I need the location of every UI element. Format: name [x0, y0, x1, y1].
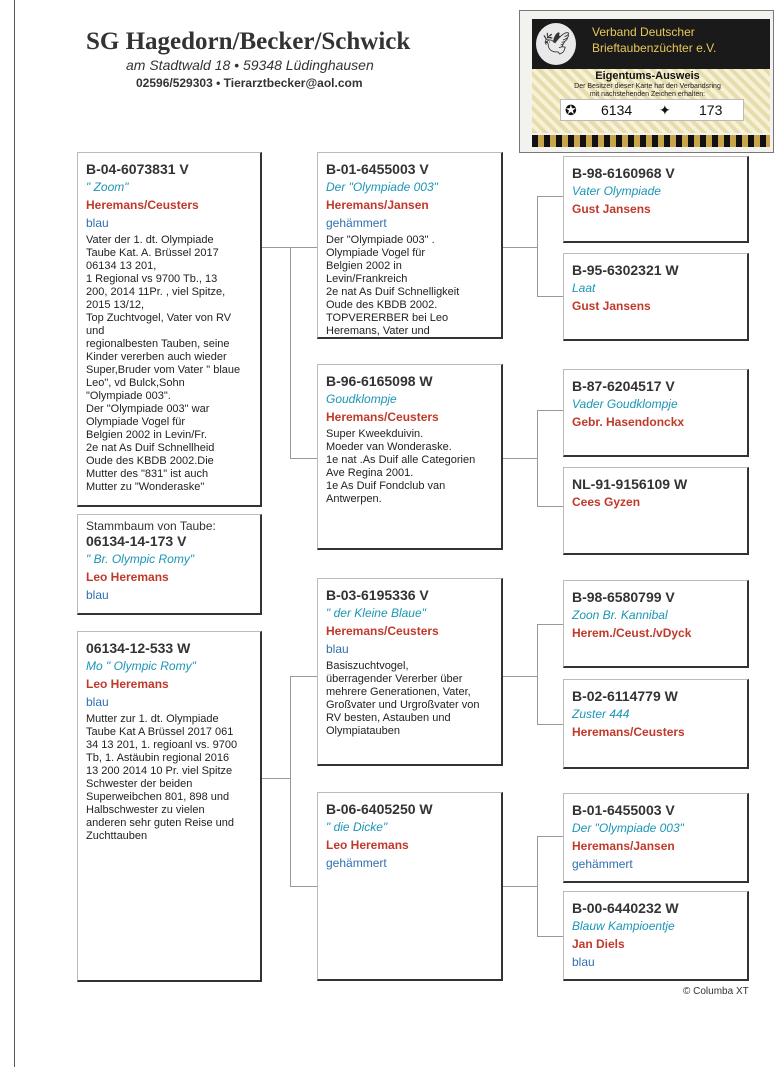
fff-name: Vater Olympiade [572, 184, 661, 198]
card-org-line2: Brieftaubenzüchter e.V. [592, 41, 717, 55]
connector-line [537, 296, 563, 297]
paternal-grandmother-box [317, 364, 503, 550]
card-org-line1: Verband Deutscher [592, 25, 695, 39]
fmf-breeder: Gebr. Hasendonckx [572, 415, 685, 429]
mf-ring: B-03-6195336 V [326, 587, 429, 603]
connector-line [290, 676, 291, 886]
father-ring: B-04-6073831 V [86, 161, 189, 177]
ring-mark-icon-2: ✦ [659, 102, 671, 118]
mother-description: Mutter zur 1. dt. Olympiade Taube Kat A Brüssel 2017 061 34 13 201, 1. regioanl vs. 9700 Tb, 1. Astäubin regional 2016 13 200 2014 10 Pr. viel Spitze Schwester der beiden Superweibchen 801, 898 und Halbschwester zu vielen anderen sehr guten Reise und Zuchttauben [86, 713, 238, 842]
connector-line [503, 247, 537, 248]
ffm-ring: B-95-6302321 W [572, 262, 679, 278]
mm-ring: B-06-6405250 W [326, 801, 433, 817]
ff-breeder: Heremans/Jansen [326, 198, 429, 212]
mm-color: gehämmert [326, 856, 387, 870]
connector-line [537, 506, 563, 507]
ff-name: Der "Olympiade 003" [326, 180, 438, 194]
mff-name: Zoon Br. Kannibal [572, 608, 668, 622]
fm-mother-box [563, 467, 749, 555]
mm-father-box [563, 793, 749, 883]
maternal-grandmother-box [317, 792, 503, 981]
mmf-ring: B-01-6455003 V [572, 802, 675, 818]
card-ring-number: 173 [699, 102, 723, 118]
fm-father-box [563, 369, 749, 457]
mf-description: Basiszuchtvogel, überragender Vererber über mehrere Generationen, Vater, Großvater und Urgroßvater von RV besten, Astauben und Olympiatauben [326, 660, 480, 737]
ff-mother-box [563, 253, 749, 341]
fmf-ring: B-87-6204517 V [572, 378, 675, 394]
connector-line [503, 676, 537, 677]
mmm-ring: B-00-6440232 W [572, 900, 679, 916]
connector-line [290, 458, 317, 459]
fm-name: Goudklompje [326, 392, 397, 406]
loft-title: SG Hagedorn/Becker/Schwick [86, 28, 411, 55]
connector-line [290, 676, 317, 677]
father-color: blau [86, 216, 109, 230]
connector-line [537, 836, 538, 936]
connector-line [290, 247, 291, 458]
mf-name: " der Kleine Blaue" [326, 606, 426, 620]
connector-line [537, 836, 563, 837]
ffm-name: Laat [572, 281, 596, 295]
mmf-color: gehämmert [572, 857, 633, 871]
mfm-ring: B-02-6114779 W [572, 688, 678, 704]
mmf-name: Der "Olympiade 003" [572, 821, 684, 835]
card-ring-club: 6134 [601, 102, 633, 118]
fmm-ring: NL-91-9156109 W [572, 476, 688, 492]
subject-ring: 06134-14-173 V [86, 533, 187, 549]
loft-contact: 02596/529303 • Tierarztbecker@aol.com [136, 76, 363, 90]
mmm-breeder: Jan Diels [572, 937, 625, 951]
subject-breeder: Leo Heremans [86, 570, 169, 584]
fff-breeder: Gust Jansens [572, 202, 651, 216]
mmm-color: blau [572, 955, 595, 969]
mother-name: Mo " Olympic Romy" [86, 659, 196, 673]
connector-line [290, 886, 317, 887]
connector-line [262, 778, 290, 779]
ring-mark-icon: ✪ [565, 102, 577, 118]
card-header-band [532, 19, 770, 69]
mf-breeder: Heremans/Ceusters [326, 624, 439, 638]
connector-line [537, 410, 563, 411]
fmm-breeder: Cees Gyzen [572, 495, 641, 509]
mff-breeder: Herem./Ceust./vDyck [572, 626, 692, 640]
subject-caption: Stammbaum von Taube: [86, 519, 216, 533]
fff-ring: B-98-6160968 V [572, 165, 675, 181]
connector-line [503, 886, 537, 887]
ff-color: gehämmert [326, 216, 387, 230]
mf-color: blau [326, 642, 349, 656]
mother-breeder: Leo Heremans [86, 677, 169, 691]
fmf-name: Vader Goudklompje [572, 397, 678, 411]
fm-description: Super Kweekduivin. Moeder van Wonderaske. 1e nat .As Duif alle Categorien Ave Regina 2001. 1e As Duif Fondclub van Antwerpen. [326, 428, 476, 505]
software-credit: © Columba XT [683, 986, 749, 997]
connector-line [537, 196, 563, 197]
connector-line [537, 936, 563, 937]
ff-description: Der "Olympiade 003" . Olympiade Vogel für Belgien 2002 in Levin/Frankreich 2e nat As Duif Schnelligkeit Oude des KBDB 2002. TOPVERERBER bei Leo Heremans, Vater und [326, 234, 460, 337]
mf-mother-box [563, 679, 749, 769]
father-breeder: Heremans/Ceusters [86, 198, 199, 212]
mff-ring: B-98-6580799 V [572, 589, 675, 605]
card-title: Eigentums-Ausweis [595, 70, 700, 82]
pigeon-icon: 🕊 [536, 23, 576, 65]
mm-name: " die Dicke" [326, 820, 388, 834]
subject-color: blau [86, 588, 109, 602]
mfm-name: Zuster 444 [572, 707, 630, 721]
connector-line [262, 247, 290, 248]
mother-ring: 06134-12-533 W [86, 640, 191, 656]
subject-name: " Br. Olympic Romy" [86, 552, 195, 566]
mm-mother-box [563, 891, 749, 981]
subject-box [77, 514, 262, 615]
father-box [77, 152, 262, 507]
page-edge-line [14, 0, 15, 1067]
mm-breeder: Leo Heremans [326, 838, 409, 852]
ffm-breeder: Gust Jansens [572, 299, 651, 313]
father-description: Vater der 1. dt. Olympiade Taube Kat. A. Brüssel 2017 06134 13 201, 1 Regional vs 9700 Tb., 13 200, 2014 11Pr. , viel Spitze, 2015 13/12, Top Zuchtvogel, Vater von RV und regionalbesten Tauben, seine Kinder vererben auch wieder Super,Bruder vom Vater " blaue Leo", vd Bulck,Sohn "Olympiade 003". Der "Olympiade 003" war Olympiade Vogel für Belgien 2002 in Levin/Fr. 2e nat As Duif Schnellheid Oude des KBDB 2002.Die Mutter des "831" ist auch Mutter zu "Wonderaske" [86, 234, 241, 493]
ownership-card [519, 10, 774, 153]
connector-line [503, 458, 537, 459]
card-border-pattern [532, 135, 770, 147]
loft-address: am Stadtwald 18 • 59348 Lüdinghausen [126, 57, 374, 73]
fm-ring: B-96-6165098 W [326, 373, 433, 389]
card-subtitle-2: mit nachstehenden Zeichen erhalten: [589, 91, 706, 98]
maternal-grandfather-box [317, 578, 503, 766]
connector-line [537, 624, 563, 625]
paternal-grandfather-box [317, 152, 503, 339]
mother-box [77, 631, 262, 982]
mmf-breeder: Heremans/Jansen [572, 839, 675, 853]
mfm-breeder: Heremans/Ceusters [572, 725, 685, 739]
connector-line [290, 247, 317, 248]
connector-line [537, 196, 538, 296]
father-name: " Zoom" [86, 180, 129, 194]
ff-ring: B-01-6455003 V [326, 161, 429, 177]
mmm-name: Blauw Kampioentje [572, 919, 675, 933]
mf-father-box [563, 580, 749, 668]
ff-father-box [563, 156, 749, 243]
connector-line [537, 724, 563, 725]
connector-line [537, 624, 538, 724]
connector-line [537, 410, 538, 506]
card-subtitle-1: Der Besitzer dieser Karte hat den Verbandsring [574, 83, 721, 90]
mother-color: blau [86, 695, 109, 709]
fm-breeder: Heremans/Ceusters [326, 410, 439, 424]
card-ring-field [560, 99, 744, 121]
